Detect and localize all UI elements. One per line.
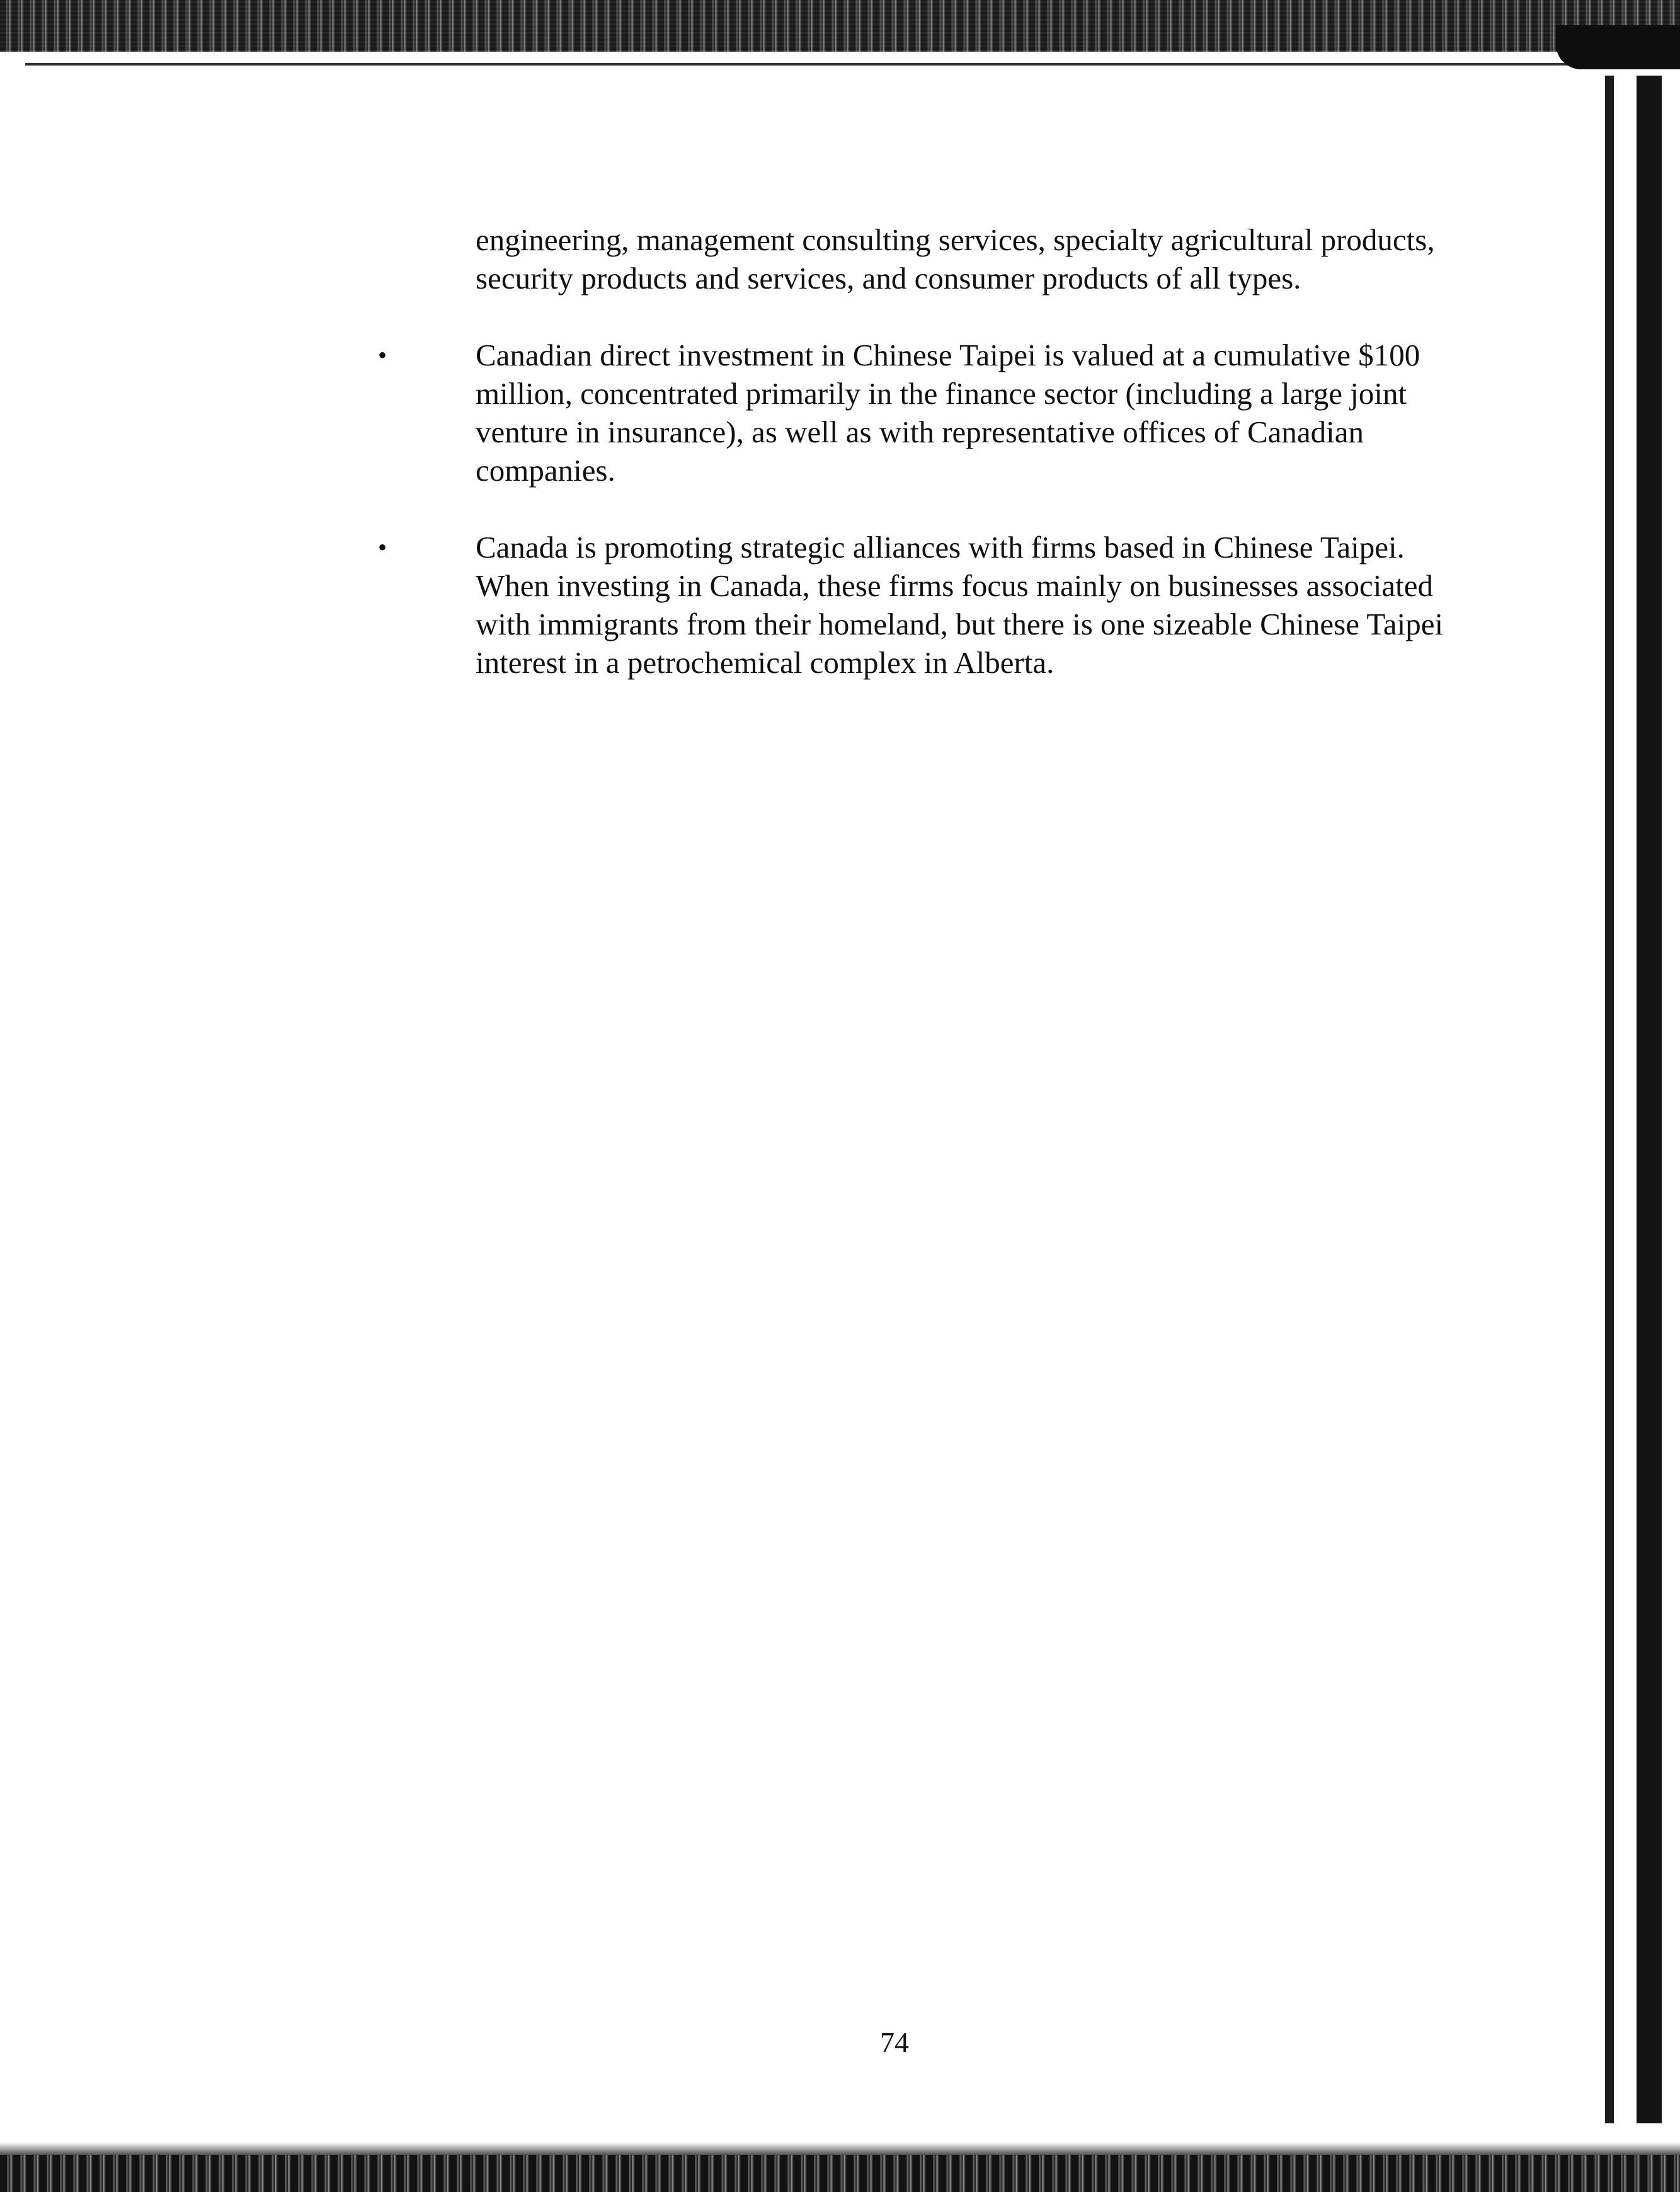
document-body [378,221,1458,682]
bullet-icon: • [378,533,387,561]
scan-border-bottom [0,2155,1680,2192]
scan-corner-shadow [1556,25,1680,69]
bullet-text: Canada is promoting strategic alliances with firms based in Chinese Taipei. When investing in Canada, these firms focus mainly on businesses associated with immigrants from their homeland, but there is one sizeable Chinese Taipei interest in a petrochemical complex in Alberta. [476,530,1444,680]
bullet-text: Canadian direct investment in Chinese Taipei is valued at a cumulative $100 million, concentrated primarily in the finance sector (including a large joint venture in insurance), as well as with representative offices of Canadian companies. [476,338,1420,488]
scan-binding-edge [1637,76,1662,2123]
page-number: 74 [880,2026,909,2058]
scan-shadow-bottom [0,2142,1680,2156]
bullet-icon: • [378,341,387,369]
bullet-item-alliances [378,528,1458,682]
bullet-item-investment [378,336,1458,490]
scan-border-right [1587,25,1680,2192]
scan-border-top [0,0,1680,52]
continuation-paragraph: engineering, management consulting services, specialty agricultural products, security products and services, and consumer products of all types. [476,222,1435,296]
scan-binding-line [1605,76,1614,2123]
scan-edge-line [25,63,1600,66]
